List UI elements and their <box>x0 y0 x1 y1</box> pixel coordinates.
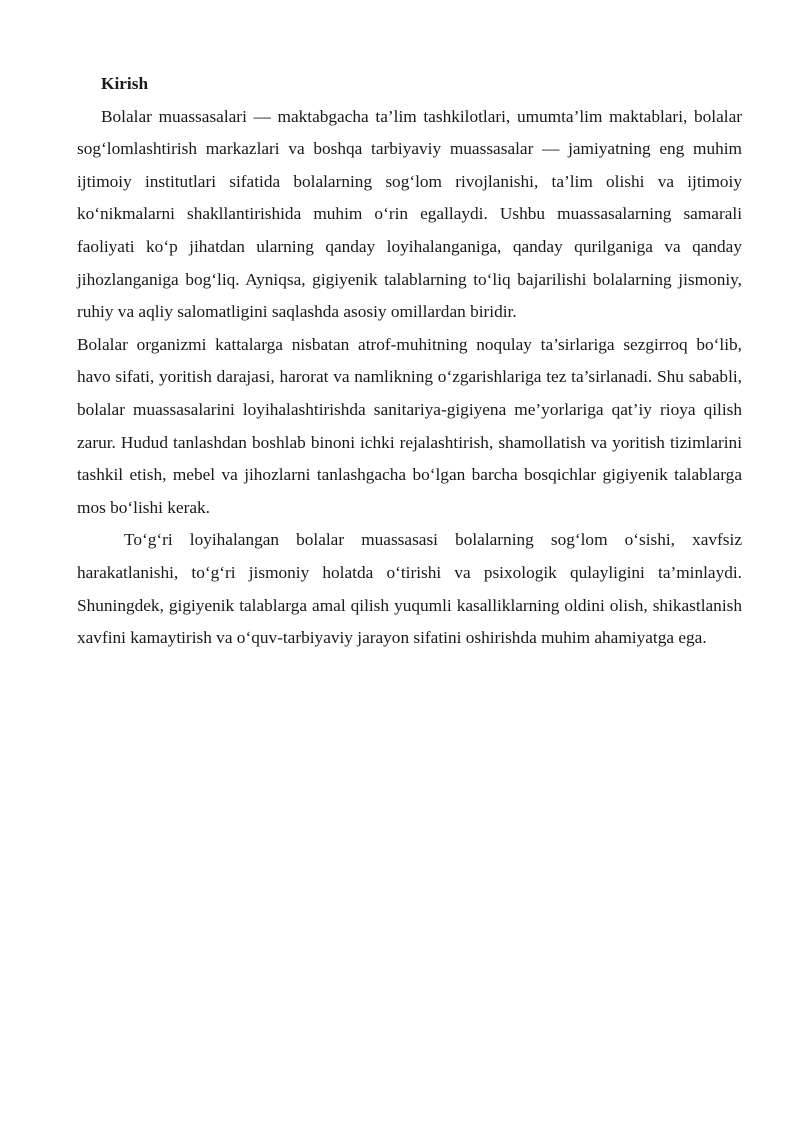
paragraph-2: Bolalar organizmi kattalarga nisbatan atrof-muhitning noqulay ta’sirlariga sezgirroq bo‘lib, havo sifati, yoritish darajasi, harorat va namlikning o‘zgarishlariga tez ta’sirlanadi. Shu sababli, bolalar muassasalarini loyihalashtirishda sanitariya-gigiyena me’yorlariga qat’iy rioya qilish zarur. Hudud tanlashdan boshlab binoni ichki rejalashtirish, shamollatish va yoritish tizimlarini tashkil etish, mebel va jihozlarni tanlashgacha bo‘lgan barcha bosqichlar gigiyenik talablarga mos bo‘lishi kerak. <box>77 334 742 517</box>
document-body <box>77 68 742 655</box>
paragraph-1: Bolalar muassasalari — maktabgacha ta’lim tashkilotlari, umumta’lim maktablari, bolalar sog‘lomlashtirish markazlari va boshqa tarbiyaviy muassasalar — jamiyatning eng muhim ijtimoiy institutlari sifatida bolalarning sog‘lom rivojlanishi, ta’lim olishi va ijtimoiy ko‘nikmalarni shakllantirishida muhim o‘rin egallaydi. Ushbu muassasalarning samarali faoliyati ko‘p jihatdan ularning qanday loyihalanganiga, qanday qurilganiga va qanday jihozlanganiga bog‘liq. Ayniqsa, gigiyenik talablarning to‘liq bajarilishi bolalarning jismoniy, ruhiy va aqliy salomatligini saqlashda asosiy omillardan biridir. <box>77 106 742 322</box>
section-heading: Kirish <box>101 74 149 93</box>
paragraph-3: To‘g‘ri loyihalangan bolalar muassasasi bolalarning sog‘lom o‘sishi, xavfsiz harakatlanishi, to‘g‘ri jismoniy holatda o‘tirishi va psixologik qulayligini ta’minlaydi. Shuningdek, gigiyenik talablarga amal qilish yuqumli kasalliklarning oldini olish, shikastlanish xavfini kamaytirish va o‘quv-tarbiyaviy jarayon sifatini oshirishda muhim ahamiyatga ega. <box>77 530 742 648</box>
